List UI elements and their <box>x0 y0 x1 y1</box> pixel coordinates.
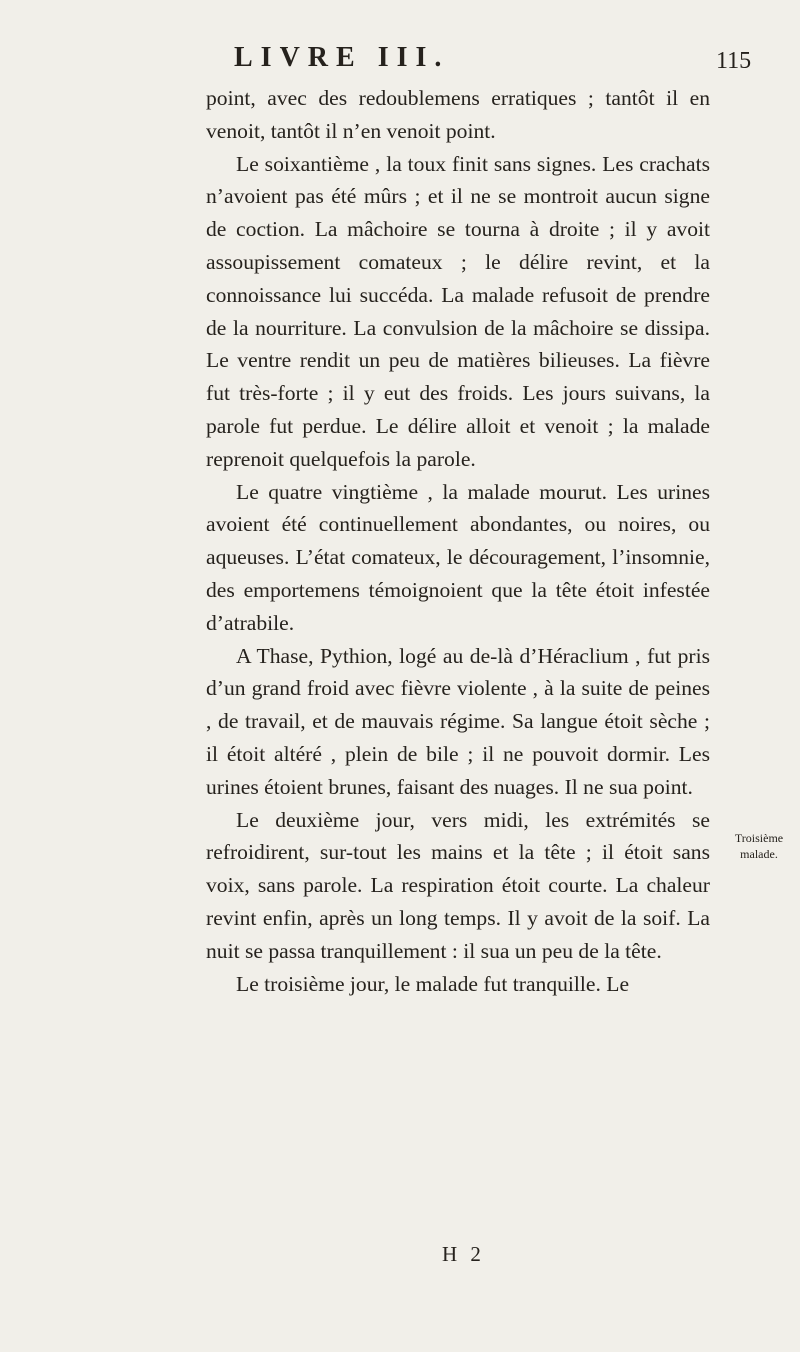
signature-mark: H 2 <box>442 1242 485 1266</box>
margin-note-line-1: Troisième <box>734 831 784 845</box>
paragraph-5: Le deuxième jour, vers midi, les extrémités se refroidirent, sur-tout les mains et la tête ; il étoit sans voix, sans parole. La respiration étoit courte. La chaleur revint enfin, après un long temps. Il y avoit de la soif. La nuit se passa tranquillement : il sua un peu de la tête. <box>206 807 710 963</box>
margin-note <box>722 830 796 862</box>
paragraph-4: A Thase, Pythion, logé au de-là d’Héraclium , fut pris d’un grand froid avec fièvre violente , à la suite de peines , de travail, et de mauvais régime. Sa langue étoit sèche ; il étoit altéré , plein de bile ; il ne pouvoit dormir. Les urines étoient brunes, faisant des nuages. Il ne sua point. <box>206 643 710 799</box>
page-header <box>0 42 800 82</box>
paragraph-3: Le quatre vingtième , la malade mourut. Les urines avoient été continuellement abondantes, ou noires, ou aqueuses. L’état comateux, le découragement, l’insomnie, des emportemens témoignoient que la tête étoit infestée d’atrabile. <box>206 479 710 635</box>
margin-note-line-2: malade. <box>740 847 778 861</box>
paragraph-2: Le soixantième , la toux finit sans signes. Les crachats n’avoient pas été mûrs ; et il ne se montroit aucun signe de coction. La mâchoire se tourna à droite ; il y avoit assoupissement comateux ; le délire revint, et la connoissance lui succéda. La malade refusoit de prendre de la nourriture. La convulsion de la mâchoire se dissipa. Le ventre rendit un peu de matières bilieuses. La fièvre fut très-forte ; il y eut des froids. Les jours suivans, la parole fut perdue. Le délire alloit et venoit ; la malade reprenoit quelquefois la parole. <box>206 151 710 471</box>
page-number: 115 <box>716 48 752 74</box>
running-head: LIVRE III. <box>234 42 450 73</box>
paragraph-1: point, avec des redoublemens erratiques ; tantôt il en venoit, tantôt il n’en venoit point. <box>206 86 710 143</box>
body-text <box>206 82 710 1000</box>
paragraph-6: Le troisième jour, le malade fut tranquille. Le <box>236 971 630 996</box>
